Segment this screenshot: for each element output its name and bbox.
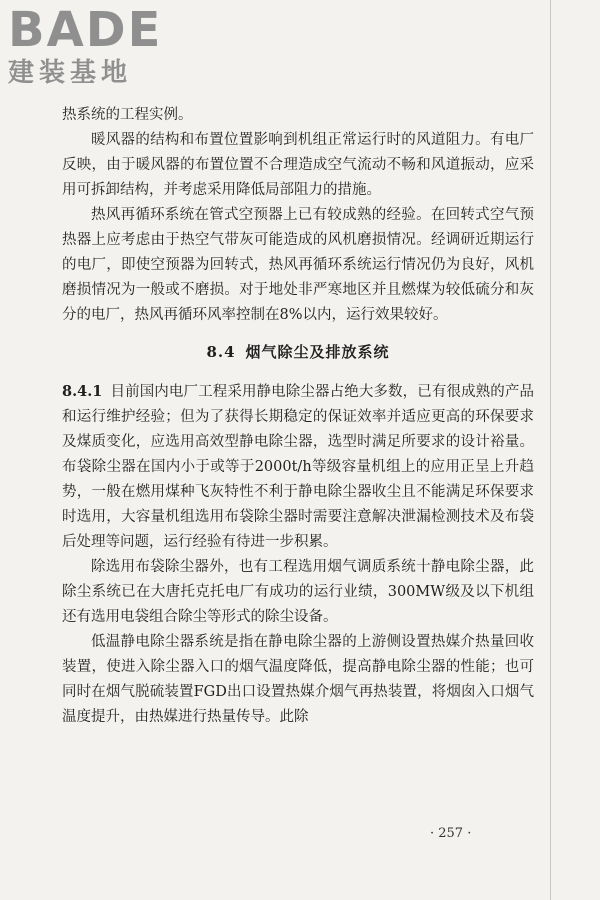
clause-text: 目前国内电厂工程采用静电除尘器占绝大多数，已有很成熟的产品和运行维护经验；但为了获得长期稳定的保证效率并适应更高的环保要求及煤质变化，应选用高效型静电除尘器，选型时满足所要求的设计裕量。布袋除尘器在国内小于或等于2000t/h等级容量机组上的应用正呈上升趋势，一般在燃用煤种飞灰特性不利于静电除尘器收尘且不能满足环保要求时选用，大容量机组选用布袋除尘器时需要注意解决泄漏检测技术及布袋后处理等问题，运行经验有待进一步积累。 — [62, 384, 534, 550]
section-number: 8.4 — [206, 343, 236, 361]
paragraph-air-heater: 暖风器的结构和布置位置影响到机组正常运行时的风道阻力。有电厂反映，由于暖风器的布置位置不合理造成空气流动不畅和风道振动，应采用可拆卸结构，并考虑采用降低局部阻力的措施。 — [62, 132, 534, 198]
section-heading — [62, 340, 534, 365]
logo-wordmark: BADE — [8, 2, 163, 58]
paragraph-hot-air-recirculation: 热风再循环系统在管式空预器上已有较成熟的经验。在回转式空气预热器上应考虑由于热空气带灰可能造成的风机磨损情况。经调研近期运行的电厂，即使空预器为回转式，热风再循环系统运行情况仍为良好，风机磨损情况为一般或不磨损。对于地处非严寒地区并且燃煤为较低硫分和灰分的电厂，热风再循环风率控制在8%以内，运行效果较好。 — [62, 207, 534, 323]
document-body — [62, 103, 534, 730]
page-edge-line — [550, 0, 551, 900]
clause-8-4-1 — [62, 379, 534, 555]
bade-logo — [8, 4, 178, 96]
paragraph-continuation: 热系统的工程实例。 — [62, 107, 193, 123]
clause-number: 8.4.1 — [62, 383, 103, 400]
paragraph-low-temp-esp: 低温静电除尘器系统是指在静电除尘器的上游侧设置热媒介热量回收装置，使进入除尘器入口的烟气温度降低，提高静电除尘器的性能；也可同时在烟气脱硫装置FGD出口设置热媒介烟气再热装置，将烟囱入口烟气温度提升，由热媒进行热量传导。此除 — [62, 634, 534, 725]
page-number: · 257 · — [430, 826, 472, 841]
section-title: 烟气除尘及排放系统 — [245, 343, 390, 361]
paragraph-bag-filter: 除选用布袋除尘器外，也有工程选用烟气调质系统十静电除尘器，此除尘系统已在大唐托克托电厂有成功的运行业绩，300MW级及以下机组还有选用电袋组合除尘等形式的除尘设备。 — [62, 559, 534, 625]
logo-subtitle: 建装基地 — [8, 58, 133, 88]
